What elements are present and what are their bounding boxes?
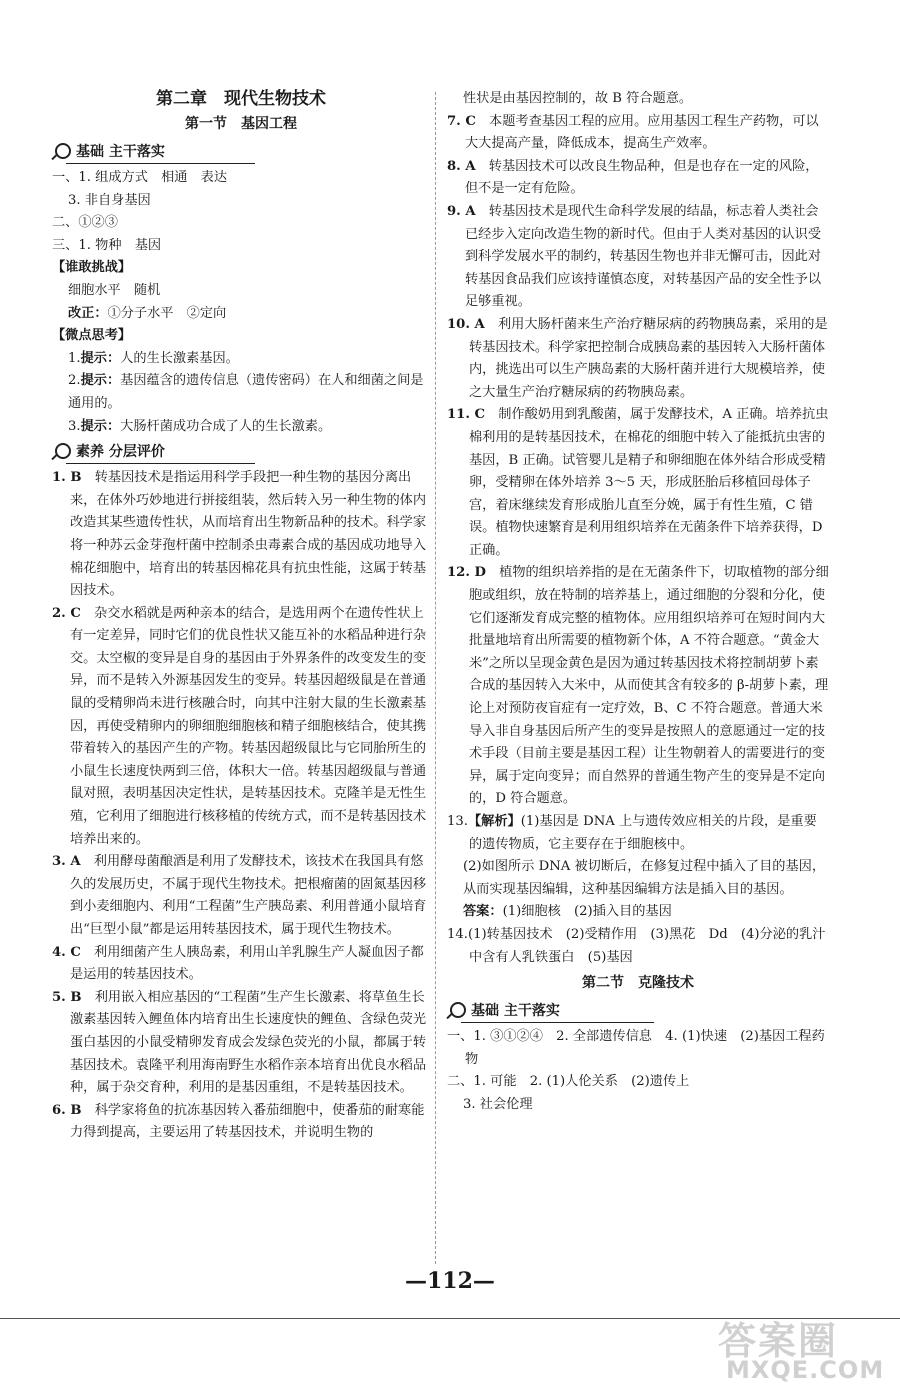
column-divider [435,92,436,1264]
correction-text: ①分子水平 ②定向 [107,305,227,321]
tag-label: 【谁敢挑战】 [52,260,132,276]
question-answer: 10. A 利用大肠杆菌来生产治疗糖尿病的药物胰岛素，采用的是转基因技术。科学家把控制合成胰岛素的基因转入大肠杆菌体内，挑选出可以生产胰岛素的大肠杆菌并进行大规模培养，使之大量生产治疗糖尿病的药物胰岛素。 [447,316,828,400]
hint-line: 1.提示：人的生长激素基因。 [68,350,239,366]
question-answer: 14.(1)转基因技术 (2)受精作用 (3)黑花 Dd (4)分泌的乳汁中含有人乳铁蛋白 (5)基因 [447,926,826,965]
watermark-text: 答案圈 [718,1319,839,1363]
answer-line: 一、1. ③①②④ 2. 全部遗传信息 4. (1)快速 (2)基因工程药物 [447,1029,825,1067]
answer-line: 3. 非自身基因 [68,192,151,208]
answer-line: 二、①②③ [52,215,118,231]
section-title: 第二节 克隆技术 [582,975,694,992]
continued-line: 性状是由基因控制的，故 B 符合题意。 [463,91,693,106]
section-header-label: 基础 主干落实 [471,1003,560,1020]
section-header-basics [447,999,829,1023]
question-answer: 12. D 植物的组织培养指的是在无菌条件下，切取植物的部分细胞或组织，放在特制的培养基上，通过细胞的分裂和分化，使它们逐渐发育成完整的植物体。应用组织培养可在短时间内大批量地培育出所需要的植物新个体，A 不符合题意。“黄金大米”之所以呈现金黄色是因为通过转基因技术将控制胡萝卜素合成的基因转入大米中，从而使其含有较多的 β-胡萝卜素，理论上对预防夜盲症有一定疗效，B、C 不符合题意。普通大米导入非自身基因后所产生的变异是按照人的意愿通过一定的技术手段（目前主要是基因工程）让生物朝着人的需要进行的变异，属于定向变异；而自然界的普通生物产生的变异是不定向的，D 符合题意。 [447,565,829,807]
tag-label: 【微点思考】 [52,328,132,344]
question-answer: 2. C 杂交水稻就是两种亲本的结合，是选用两个在遗传性状上有一定差异，同时它们的优良性状又能互补的水稻品种进行杂交。太空椒的变异是自身的基因由于外界条件的改变发生的变异，而不是转入外源基因发生的变异。转基因超级鼠是在普通鼠的受精卵尚未进行核融合时，向其中注射大鼠的生长激素基因，再使受精卵内的卵细胞细胞核和精子细胞核结合，使其携带着转入的基因产生的产物。转基因超级鼠比与它同胎所生的小鼠生长速度快两到三倍，体积大一倍。转基因超级鼠与普通鼠对照，表明基因决定性状，是转基因技术。克隆羊是无性生殖，它利用了细胞进行核移植的传统方式，而不是转基因技术培养出来的。 [52,605,427,847]
analysis-line: (2)如图所示 DNA 被切断后，在修复过程中插入了目的基因，从而实现基因编辑，这种基因编辑方法是插入目的基因。 [463,859,826,897]
header-underline [66,163,255,164]
question-answer: 4. C 利用细菌产生人胰岛素，利用山羊乳腺生产人凝血因子都是运用的转基因技术。 [52,944,424,983]
answer-line: 3. 社会伦理 [463,1096,533,1112]
question-answer: 7. C 本题考查基因工程的应用。应用基因工程生产药物，可以大大提高产量，降低成本，提高生产效率。 [447,113,819,152]
hint-line: 3.提示：大肠杆菌成功合成了人的生长激素。 [68,418,332,434]
question-answer: 13.【解析】(1)基因是 DNA 上与遗传效应相关的片段，是重要的遗传物质，它主要存在于细胞核中。 [447,814,817,852]
question-answer: 11. C 制作酸奶用到乳酸菌，属于发酵技术，A 正确。培养抗虫棉利用的是转基因技术，在棉花的细胞中转入了能抵抗虫害的基因，B 正确。试管婴儿是精子和卵细胞在体外结合形成受精卵，受精卵在体外培养 3～5 天，形成胚胎后移植回母体子宫，着床继续发育形成胎儿直至分娩，属于有性生殖，C 错误。植物快速繁育是利用组织培养在无菌条件下培养获得，D 正确。 [447,407,829,558]
watermark-logo [718,1310,888,1386]
question-answer: 8. A 转基因技术可以改良生物品种，但是也存在一定的风险，但不是一定有危险。 [447,158,819,197]
answer-line: 一、1. 组成方式 相通 表达 [52,170,228,185]
watermark-url: MXQE.COM [726,1356,885,1384]
correction-label: 改正： [68,305,108,321]
section-header-label: 基础 主干落实 [76,144,165,160]
question-answer: 3. A 利用酵母菌酿酒是利用了发酵技术，该技术在我国具有悠久的发展历史，不属于现代生物技术。把根瘤菌的固氮基因移到小麦细胞内、利用“工程菌”生产胰岛素、利用普通小鼠培育出“巨型小鼠”都是运用转基因技术，属于现代生物技术。 [52,854,427,937]
hint-line: 2.提示：基因蕴含的遗传信息（遗传密码）在人和细菌之间是通用的。 [68,373,424,411]
section-header-label: 素养 分层评价 [76,444,165,461]
answer-line: 答案：(1)细胞核 (2)插入目的基因 [463,904,672,920]
answer-line: 细胞水平 随机 [68,282,161,298]
question-answer: 1. B 转基因技术是指运用科学手段把一种生物的基因分离出来，在体外巧妙地进行拼接组装，然后转入另一种生物的体内改造其某些遗传性状，从而培育出生物新品种的技术。科学家将一种苏云金芽孢杆菌中控制杀虫毒素合成的基因成功地导入棉花细胞中，培育出的转基因棉花具有抗虫性能，这属于转基因技术。 [52,470,427,599]
section-header-literacy [52,440,430,464]
magnifier-icon [450,1002,466,1018]
answer-line: 三、1. 物种 基因 [52,237,162,253]
answer-line [52,303,430,326]
page-number: —112— [405,1268,495,1294]
answer-line: 二、1. 可能 2. (1)人伦关系 (2)遗传上 [447,1074,690,1090]
right-column [447,88,829,1117]
magnifier-icon [55,143,71,159]
chapter-title: 第二章 现代生物技术 [156,89,326,109]
question-answer: 5. B 利用嵌入相应基因的“工程菌”生产生长激素、将草鱼生长激素基因转入鲤鱼体内培育出生长速度快的鲤鱼、含绿色荧光蛋白基因的小鼠受精卵发育成会发绿色荧光的小鼠，都属于转基因技术。袁隆平利用海南野生水稻作亲本培育出优良水稻品种，属于杂交育种，利用的是基因重组，不是转基因技术。 [52,989,427,1096]
magnifier-icon [55,443,71,459]
left-column [52,86,430,1145]
section-header-basics [52,140,430,164]
question-answer: 6. B 科学家将鱼的抗冻基因转入番茄细胞中，使番茄的耐寒能力得到提高，主要运用了转基因技术，并说明生物的 [52,1102,425,1141]
header-underline [461,1022,654,1023]
header-underline [66,463,255,464]
question-answer: 9. A 转基因技术是现代生命科学发展的结晶，标志着人类社会已经步入定向改造生物的新时代。但由于人类对基因的认识受到科学发展水平的制约，转基因生物也并非无懈可击，因此对转基因食品我们应该持谨慎态度，对转基因产品的安全性予以足够重视。 [447,203,822,310]
section-title: 第一节 基因工程 [185,116,297,132]
